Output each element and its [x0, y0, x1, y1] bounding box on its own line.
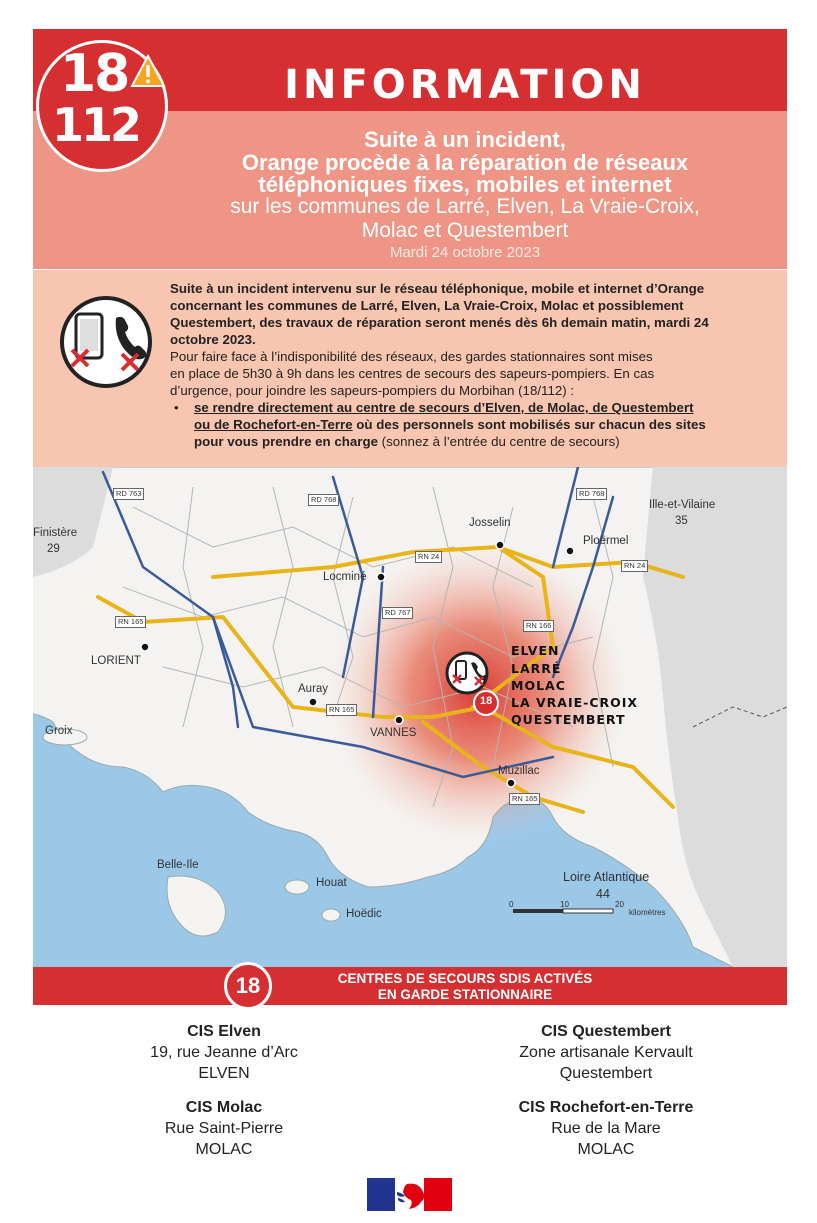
info-line: concernant les communes de Larré, Elven, La Vraie-Croix, Molac et possiblement	[170, 298, 684, 313]
info-line: Suite à un incident intervenu sur le réseau téléphonique, mobile et internet d’Orange	[170, 281, 705, 296]
subtitle-line: Orange procède à la réparation de réseaux	[241, 150, 689, 175]
centre-name: CIS Molac	[185, 1099, 263, 1116]
centre-address: Zone artisanale Kervault	[519, 1044, 693, 1061]
info-line: d’urgence, pour joindre les sapeurs-pompiers du Morbihan (18/112) :	[170, 383, 575, 398]
place-label: Locminé	[323, 571, 367, 583]
road-label: RN 24	[415, 551, 442, 563]
phone-outage-icon	[60, 296, 152, 388]
instruction-normal: (sonnez à l’entrée du centre de secours)	[377, 434, 620, 449]
place-label: VANNES	[370, 727, 417, 739]
road-label: RD 768	[576, 488, 607, 500]
info-line: Pour faire face à l’indisponibilité des réseaux, des gardes stationnaires sont mises	[170, 349, 653, 364]
centre-card	[74, 1021, 374, 1084]
scale-tick: 20	[615, 900, 624, 909]
centre-city: MOLAC	[195, 1141, 253, 1158]
subtitle-date: Mardi 24 octobre 2023	[389, 244, 541, 261]
affected-town: QUESTEMBERT	[511, 712, 626, 727]
map	[33, 467, 787, 967]
dept-label: Ille-et-Vilaine	[649, 499, 716, 511]
centre-city: MOLAC	[577, 1141, 635, 1158]
subtitle-line: téléphoniques fixes, mobiles et internet	[258, 172, 672, 197]
centre-address: 19, rue Jeanne d’Arc	[150, 1044, 298, 1061]
badge-number-18: 18	[60, 44, 129, 104]
place-label: Houat	[316, 877, 347, 889]
centres-band-line: EN GARDE STATIONNAIRE	[377, 987, 553, 1002]
subtitle-line: Molac et Questembert	[361, 219, 569, 242]
road-label: RD 768	[308, 494, 339, 506]
affected-town: MOLAC	[511, 678, 566, 693]
road-label: RN 165	[509, 793, 540, 805]
place-label: Auray	[298, 683, 329, 695]
centre-name: CIS Questembert	[541, 1023, 671, 1040]
centre-name: CIS Elven	[187, 1023, 261, 1040]
centre-name: CIS Rochefort-en-Terre	[518, 1099, 694, 1116]
place-label: Belle-Ile	[157, 859, 199, 871]
road-label: RN 165	[326, 704, 357, 716]
info-line: en place de 5h30 à 9h dans les centres de secours des sapeurs-pompiers. En cas	[170, 366, 655, 381]
warning-icon	[130, 54, 166, 88]
instruction-underlined: ou de Rochefort-en-Terre	[194, 417, 353, 432]
place-label: Josselin	[469, 517, 511, 529]
marianne-logo	[367, 1178, 452, 1211]
place-label: LORIENT	[91, 655, 141, 667]
affected-town: ELVEN	[511, 643, 560, 658]
road-label: RN 165	[115, 616, 146, 628]
centre-address: Rue de la Mare	[551, 1120, 661, 1137]
centre-card	[74, 1097, 374, 1160]
centres-band-line: CENTRES DE SECOURS SDIS ACTIVÉS	[337, 971, 593, 986]
centre-card	[456, 1021, 756, 1084]
centre-address: Rue Saint-Pierre	[164, 1120, 284, 1137]
road-label: RD 763	[113, 488, 144, 500]
place-label: Muzillac	[498, 765, 540, 777]
subtitle-line: Suite à un incident,	[364, 127, 566, 152]
subtitle-line: sur les communes de Larré, Elven, La Vraie-Croix,	[230, 195, 700, 218]
dept-number: 35	[675, 515, 688, 527]
centre-card	[456, 1097, 756, 1160]
info-line: octobre 2023.	[170, 332, 256, 347]
affected-town: LA VRAIE-CROIX	[511, 695, 639, 710]
centre-city: Questembert	[559, 1065, 653, 1082]
dept-label: Loire Atlantique	[563, 870, 650, 884]
place-label: Groix	[45, 725, 73, 737]
road-label: RN 24	[621, 560, 648, 572]
scale-tick: 0	[509, 900, 514, 909]
affected-town: LARRÉ	[511, 661, 562, 676]
page-title: INFORMATION	[284, 62, 646, 108]
dept-label: Finistère	[33, 527, 78, 539]
centre-city: ELVEN	[198, 1065, 250, 1082]
place-label: Hoëdic	[346, 908, 382, 920]
centres-badge-18: 18	[224, 962, 272, 1010]
place-label: Ploërmel	[583, 535, 629, 547]
marker-badge-18: 18	[480, 695, 493, 707]
centres-band-title	[255, 971, 675, 1003]
badge-number-112: 112	[52, 98, 140, 152]
info-line: Questembert, des travaux de réparation seront menés dès 6h demain matin, mardi 24	[170, 315, 709, 330]
dept-number: 29	[47, 543, 60, 555]
road-label: RN 166	[523, 620, 554, 632]
road-label: RD 767	[382, 607, 413, 619]
instruction-bullet	[170, 399, 778, 450]
scale-tick: 10	[560, 900, 569, 909]
instruction-bold: pour vous prendre en charge	[194, 434, 378, 449]
info-text	[170, 280, 778, 450]
dept-number: 44	[596, 887, 610, 901]
scale-unit: kilomètres	[629, 908, 666, 917]
instruction-underlined: se rendre directement au centre de secours d’Elven, de Molac, de Questembert	[194, 400, 694, 415]
instruction-bold: où des personnels sont mobilisés sur chacun des sites	[352, 417, 706, 432]
